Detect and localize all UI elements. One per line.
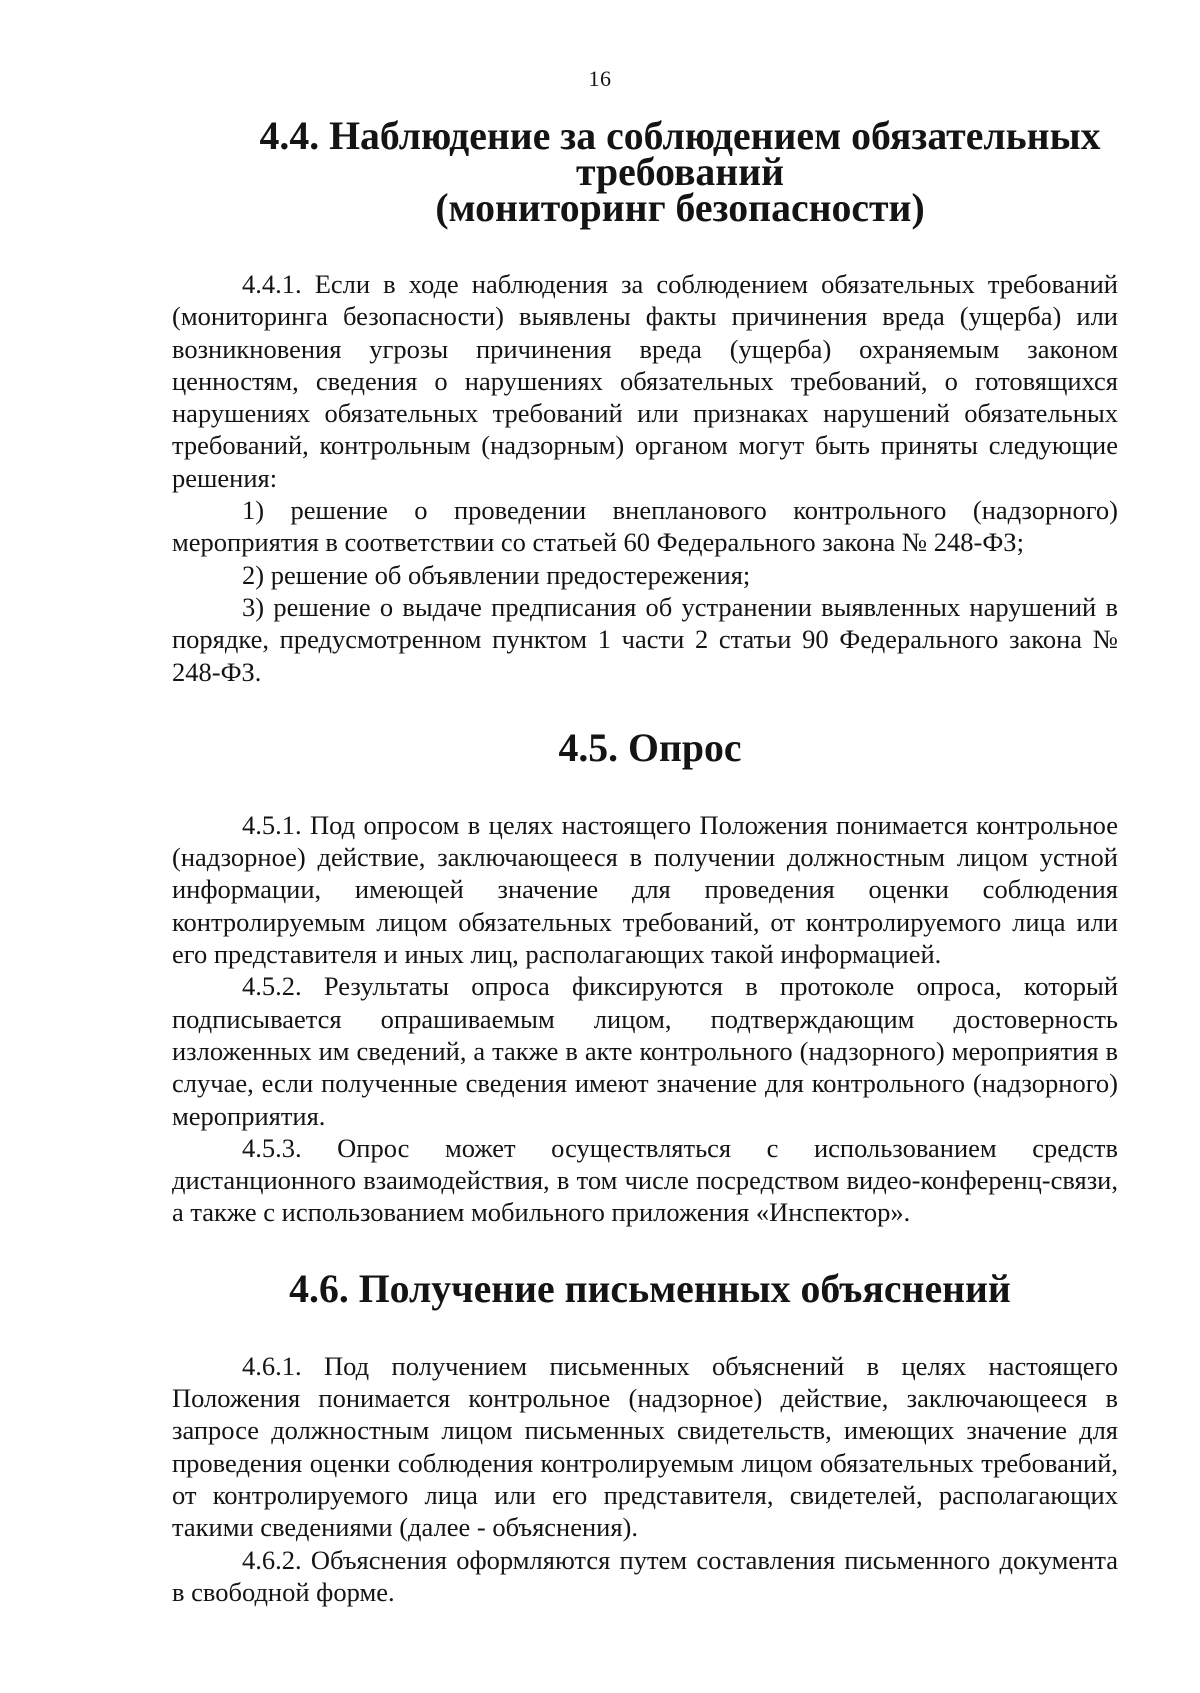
section-heading-4-4	[172, 114, 1118, 230]
section-heading-4-4-line-2: (мониторинг безопасности)	[435, 186, 925, 230]
document-body	[172, 114, 1118, 1608]
paragraph-4-4-1: 4.4.1. Если в ходе наблюдения за соблюдением обязательных требований (мониторинга безопасности) выявлены факты причинения вреда (ущерба) или возникновения угрозы причинения вреда (ущерба) охраняемым законом ценностям, сведения о нарушениях обязательных требований, о готовящихся нарушениях обязательных требований или признаках нарушений обязательных требований, контрольным (надзорным) органом могут быть приняты следующие решения:	[172, 269, 1118, 493]
paragraph-4-4-1-item-3: 3) решение о выдаче предписания об устранении выявленных нарушений в порядке, предусмотренном пунктом 1 части 2 статьи 90 Федерального закона № 248-ФЗ.	[172, 591, 1118, 687]
section-heading-4-5: 4.5. Опрос	[558, 725, 742, 770]
paragraph-4-5-1: 4.5.1. Под опросом в целях настоящего Положения понимается контрольное (надзорное) действие, заключающееся в получении должностным лицом устной информации, имеющей значение для проведения оценки соблюдения контролируемым лицом обязательных требований, от контролируемого лица или его представителя и иных лиц, располагающих такой информацией.	[172, 809, 1118, 970]
paragraph-4-6-2: 4.6.2. Объяснения оформляются путем составления письменного документа в свободной форме.	[172, 1544, 1118, 1607]
paragraph-4-4-1-item-1: 1) решение о проведении внепланового контрольного (надзорного) мероприятия в соответствии со статьей 60 Федерального закона № 248-ФЗ;	[172, 495, 1118, 558]
paragraph-4-4-1-item-2: 2) решение об объявлении предостережения;	[242, 559, 751, 590]
section-heading-4-6: 4.6. Получение письменных объяснений	[289, 1266, 1011, 1311]
section-heading-4-4-line-1: 4.4. Наблюдение за соблюдением обязательных требований	[259, 114, 1101, 194]
paragraph-4-6-1: 4.6.1. Под получением письменных объяснений в целях настоящего Положения понимается контрольное (надзорное) действие, заключающееся в запросе должностным лицом письменных свидетельств, имеющих значение для проведения оценки соблюдения контролируемым лицом обязательных требований, от контролируемого лица или его представителя, свидетелей, располагающих такими сведениями (далее - объяснения).	[172, 1350, 1118, 1543]
paragraph-4-5-2: 4.5.2. Результаты опроса фиксируются в протоколе опроса, который подписывается опрашиваемым лицом, подтверждающим достоверность изложенных им сведений, а также в акте контрольного (надзорного) мероприятия в случае, если полученные сведения имеют значение для контрольного (надзорного) мероприятия.	[172, 971, 1118, 1131]
paragraph-4-5-3: 4.5.3. Опрос может осуществляться с использованием средств дистанционного взаимодействия, в том числе посредством видео-конференц-связи, а также с использованием мобильного приложения «Инспектор».	[172, 1132, 1118, 1228]
page-number: 16	[588, 66, 612, 91]
